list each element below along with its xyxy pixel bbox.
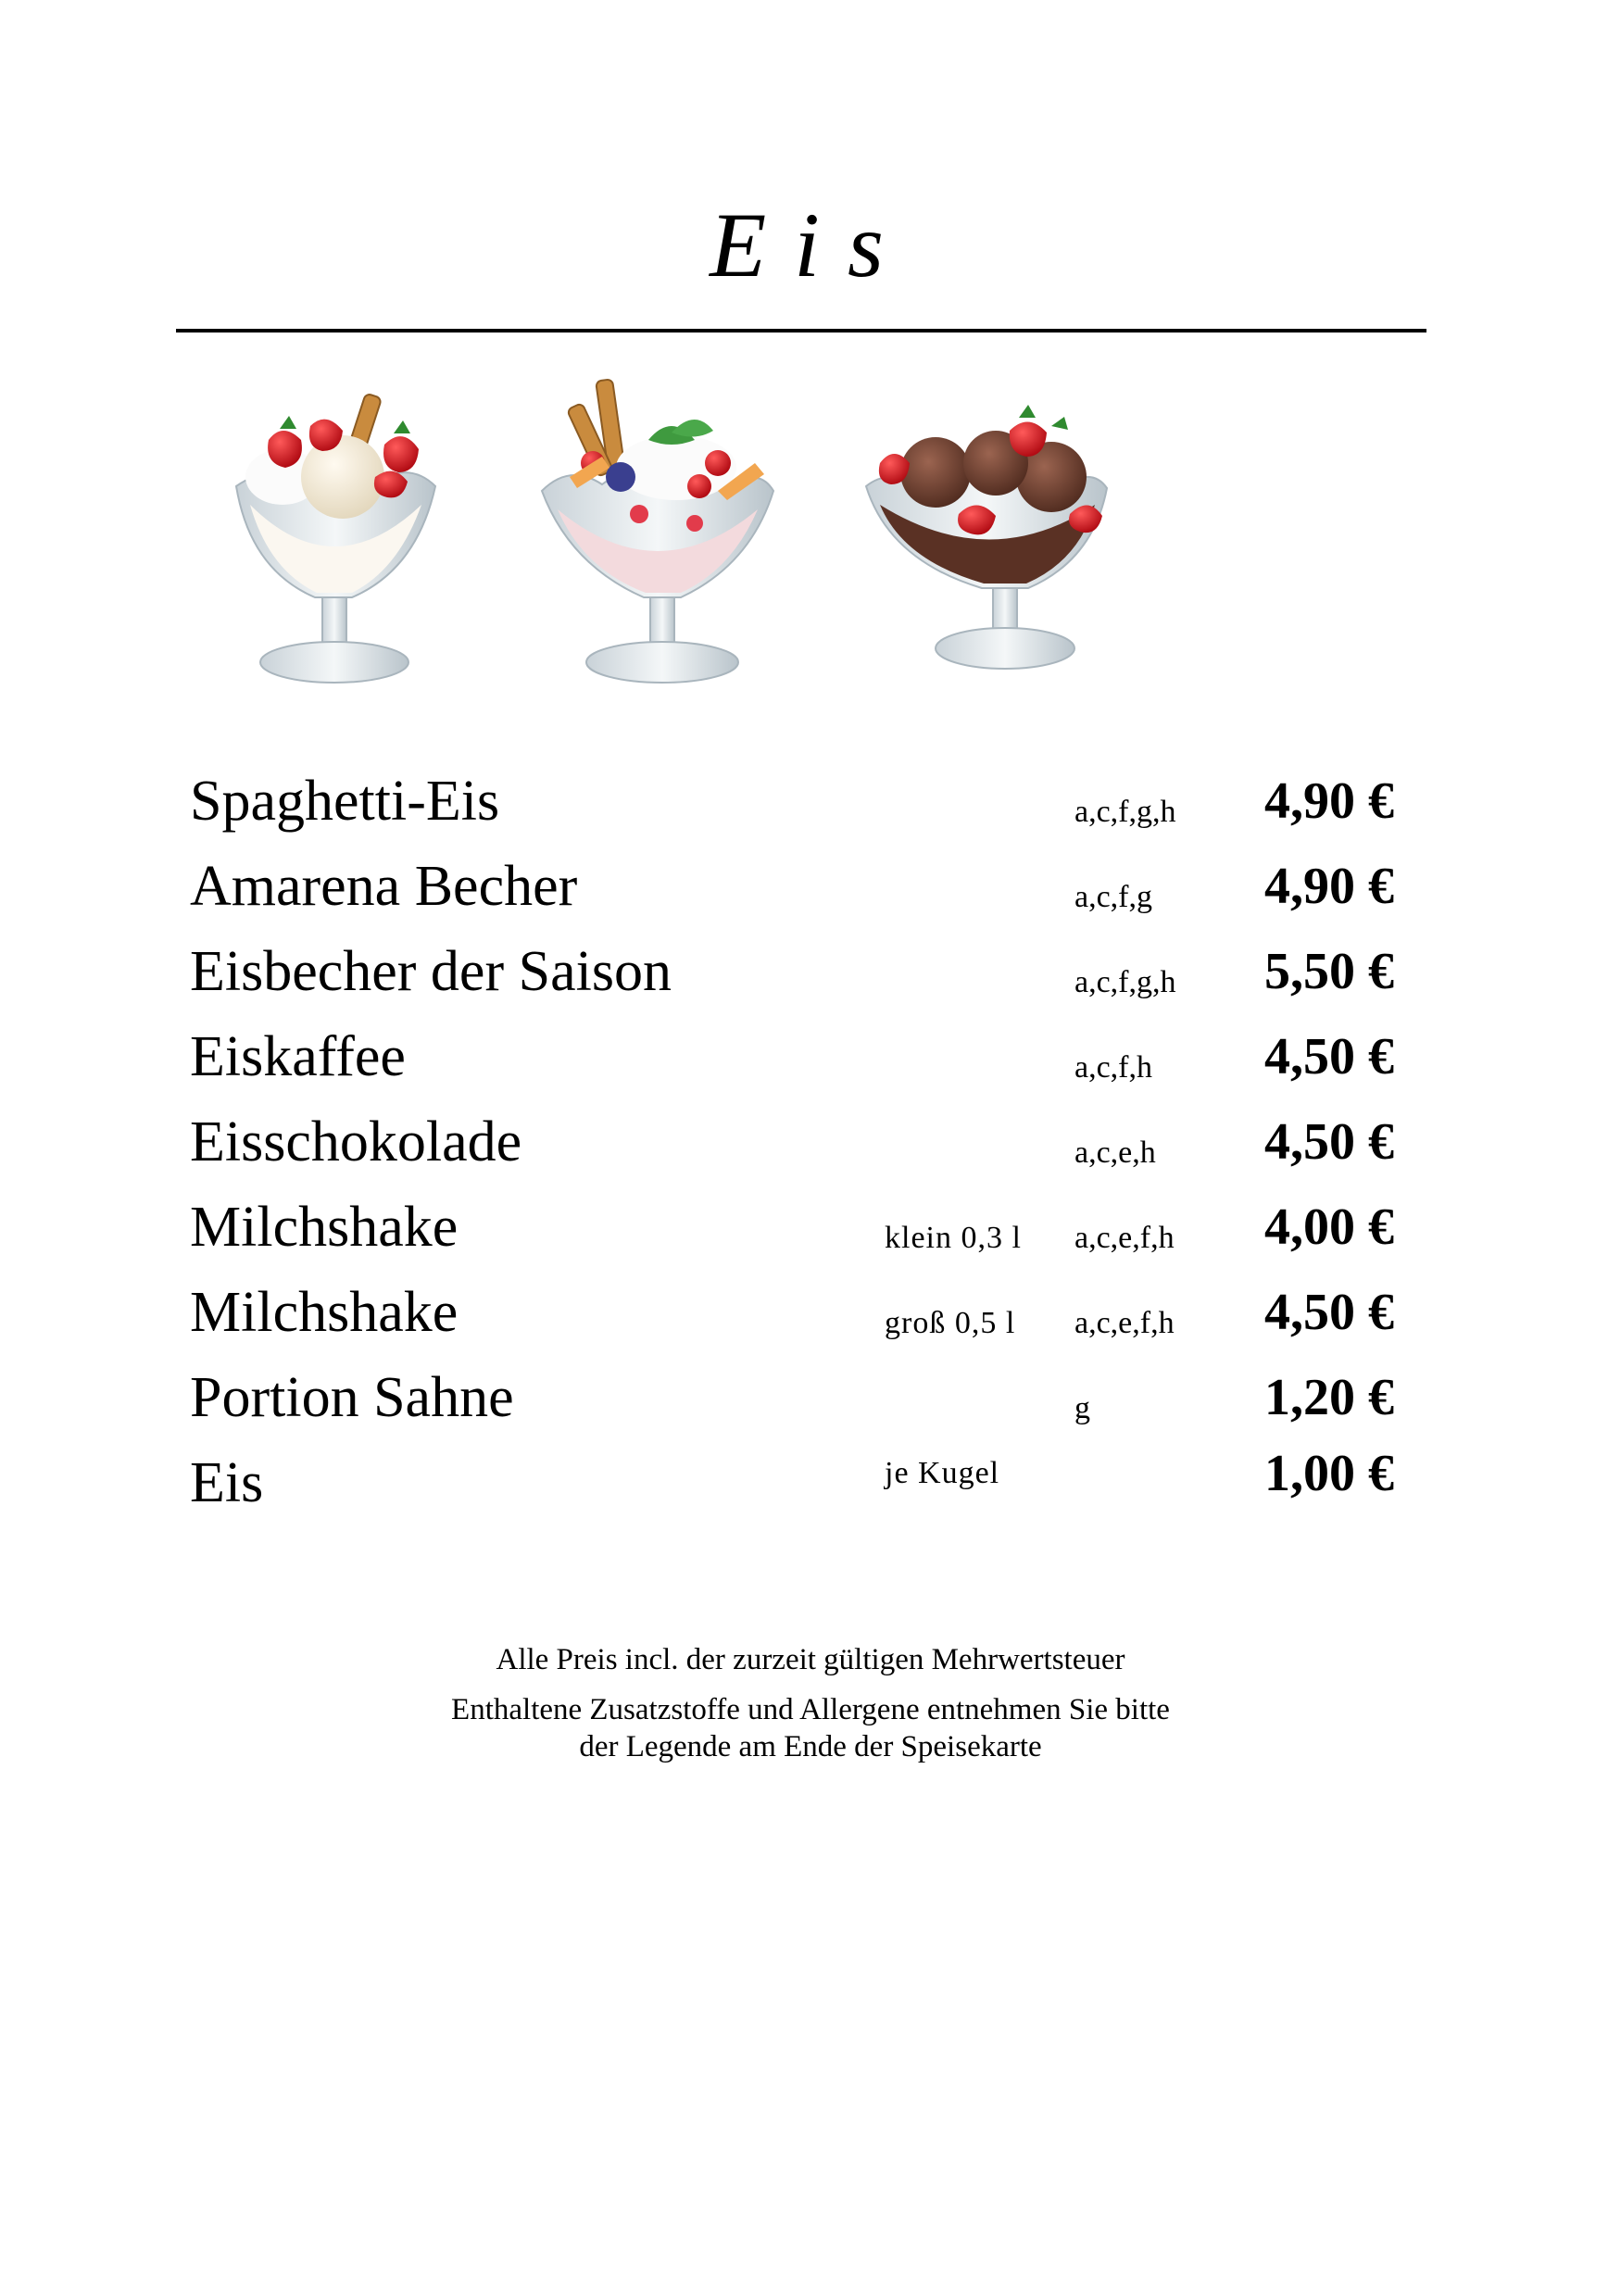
item-allergens: a,c,e,f,h xyxy=(1074,1221,1175,1255)
sundae-cup-1 xyxy=(236,394,435,683)
sundae-cup-3 xyxy=(866,405,1107,669)
item-allergens: a,c,e,f,h xyxy=(1074,1306,1175,1340)
item-price: 1,20 € xyxy=(1264,1369,1394,1426)
item-allergens: a,c,e,h xyxy=(1074,1135,1156,1170)
item-name: Eis xyxy=(190,1451,264,1514)
menu-item xyxy=(0,1275,1621,1349)
page-title: Eis xyxy=(710,194,911,296)
menu-item xyxy=(0,1020,1621,1094)
item-name: Eisbecher der Saison xyxy=(190,940,672,1003)
menu-item xyxy=(0,935,1621,1009)
item-name: Milchshake xyxy=(190,1196,459,1259)
item-name: Amarena Becher xyxy=(190,855,578,918)
item-name: Spaghetti-Eis xyxy=(190,770,500,833)
menu-item xyxy=(0,1361,1621,1435)
item-price: 1,00 € xyxy=(1264,1445,1394,1502)
sundae-cup-2 xyxy=(542,379,773,683)
item-allergens: a,c,f,g,h xyxy=(1074,965,1176,999)
item-name: Milchshake xyxy=(190,1281,459,1344)
item-price: 4,90 € xyxy=(1264,772,1394,830)
ice-cream-illustration xyxy=(213,375,1158,736)
item-allergens: a,c,f,h xyxy=(1074,1050,1153,1085)
title-rule xyxy=(176,329,1426,332)
menu-item xyxy=(0,764,1621,838)
item-size: groß 0,5 l xyxy=(885,1306,1016,1340)
footer-notes xyxy=(0,1641,1621,1765)
item-name: Eiskaffee xyxy=(190,1025,406,1088)
menu-item xyxy=(0,1446,1621,1520)
legend-note-line-2: der Legende am Ende der Speisekarte xyxy=(579,1730,1042,1763)
vat-note: Alle Preis incl. der zurzeit gültigen Mehrwertsteuer xyxy=(496,1643,1125,1676)
item-price: 4,50 € xyxy=(1264,1028,1394,1085)
item-allergens: a,c,f,g,h xyxy=(1074,795,1176,829)
item-price: 4,90 € xyxy=(1264,858,1394,915)
item-name: Portion Sahne xyxy=(190,1366,514,1429)
item-size: je Kugel xyxy=(885,1456,1000,1490)
item-allergens: g xyxy=(1074,1391,1090,1425)
item-price: 4,00 € xyxy=(1264,1198,1394,1256)
item-name: Eisschokolade xyxy=(190,1110,522,1173)
item-price: 4,50 € xyxy=(1264,1284,1394,1341)
item-allergens: a,c,f,g xyxy=(1074,880,1153,914)
item-size: klein 0,3 l xyxy=(885,1221,1022,1255)
menu-item xyxy=(0,849,1621,923)
item-price: 4,50 € xyxy=(1264,1113,1394,1171)
menu-item xyxy=(0,1190,1621,1264)
legend-note-line-1: Enthaltene Zusatzstoffe und Allergene entnehmen Sie bitte xyxy=(451,1693,1170,1726)
item-price: 5,50 € xyxy=(1264,943,1394,1000)
menu-item xyxy=(0,1105,1621,1179)
